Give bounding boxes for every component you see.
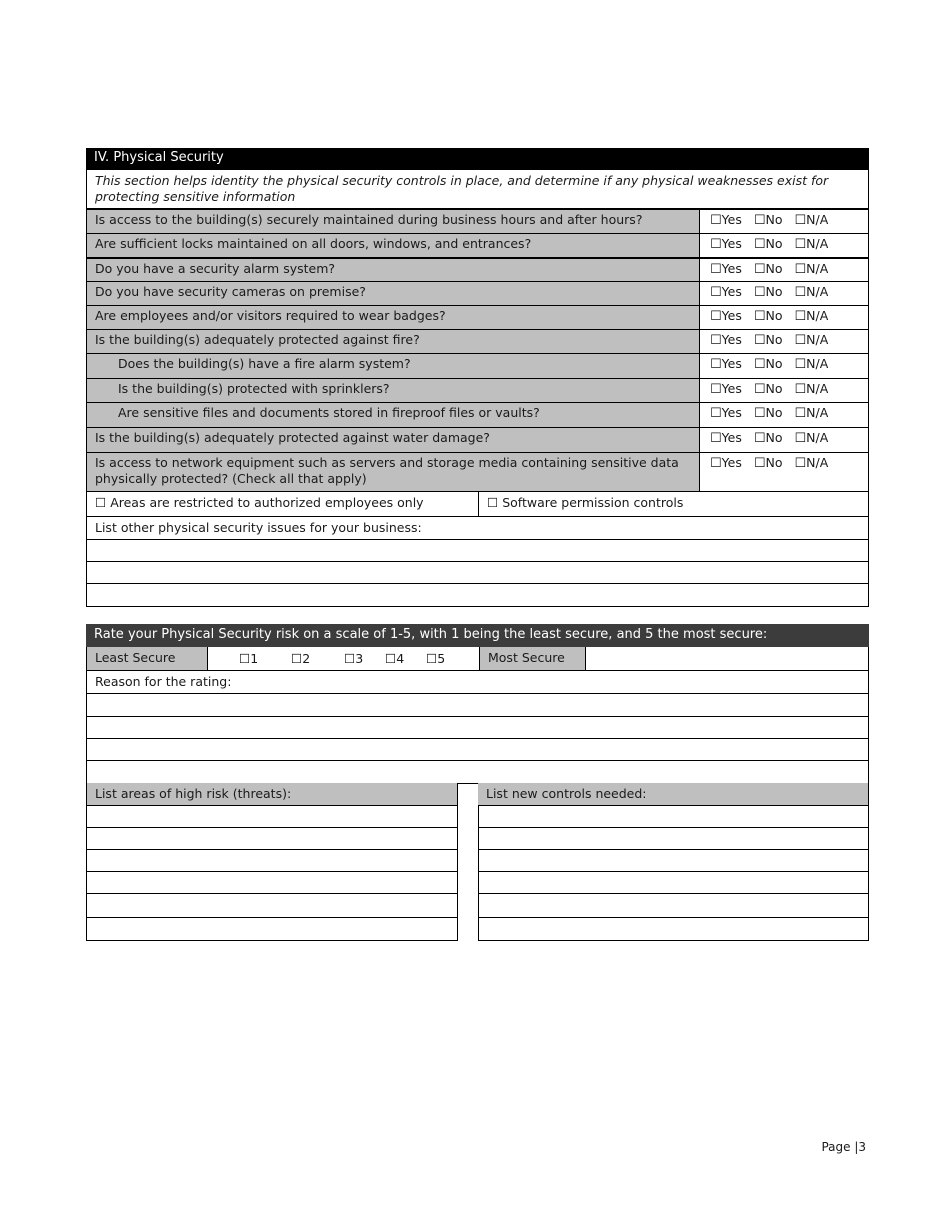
question-row [86,354,869,379]
checkbox-icon[interactable]: ☐ [710,213,722,228]
answer-label: Yes [721,356,742,371]
check-all-row [86,492,869,517]
question-text: Is access to network equipment such as servers and storage media containing sensitive data physically protected? (Check all that apply) [87,453,700,491]
question-row [86,234,869,258]
checkbox-icon[interactable]: ☐ [794,333,807,348]
checkbox-icon[interactable]: ☐ [753,382,766,397]
answer-label: Yes [721,430,742,445]
answer-options [700,379,868,402]
question-text: Is the building(s) adequately protected against fire? [87,330,700,353]
question-row [86,258,869,282]
answer-yes[interactable] [710,236,742,252]
checkbox-icon[interactable]: ☐ [710,431,722,446]
answer-na[interactable] [795,381,829,397]
checkbox-icon[interactable]: ☐ [753,237,766,252]
question-row [86,428,869,453]
answer-yes[interactable] [710,284,742,300]
question-row [86,209,869,234]
question-text: Is the building(s) adequately protected against water damage? [87,428,700,452]
answer-label: N/A [806,308,829,323]
answer-label: N/A [806,405,829,420]
checkbox-icon[interactable]: ☐ [753,333,766,348]
checkbox-icon[interactable]: ☐ [794,406,807,421]
reason-line[interactable] [86,694,869,717]
checkbox-icon[interactable]: ☐ [753,456,766,471]
answer-label: No [765,356,783,371]
checkbox-icon[interactable]: ☐ [710,333,722,348]
answer-no[interactable] [754,308,783,324]
answer-label: N/A [806,430,829,445]
answer-label: N/A [806,212,829,227]
checkbox-icon[interactable]: ☐ [344,651,356,666]
answer-na[interactable] [795,308,829,324]
restricted-areas-label: Areas are restricted to authorized employees only [110,495,424,510]
answer-label: No [765,212,783,227]
new-controls-line[interactable] [478,918,869,941]
answer-options [700,306,868,329]
answer-label: No [765,332,783,347]
answer-yes[interactable] [710,356,742,372]
checkbox-icon[interactable]: ☐ [794,382,807,397]
answer-yes[interactable] [710,308,742,324]
checkbox-icon[interactable]: ☐ [753,262,766,277]
answer-no[interactable] [754,284,783,300]
question-row [86,453,869,492]
checkbox-icon[interactable]: ☐ [239,651,251,666]
answer-options [700,428,868,452]
column-gap [457,783,479,941]
answer-label: Yes [721,212,742,227]
other-issues-line[interactable] [86,562,869,584]
answer-options [700,282,868,305]
checkbox-icon[interactable]: ☐ [710,237,722,252]
rating-option-2[interactable]: ☐2 [291,651,311,666]
answer-label: Yes [721,261,742,276]
rating-options [208,647,479,670]
question-row [86,379,869,403]
checkbox-icon[interactable]: ☐ [794,213,807,228]
high-risk-line[interactable] [86,872,458,894]
answer-label: N/A [806,236,829,251]
question-text: Are employees and/or visitors required to wear badges? [87,306,700,329]
software-permission-option[interactable] [479,492,868,516]
high-risk-line[interactable] [86,806,458,828]
answer-no[interactable] [754,236,783,252]
answer-no[interactable] [754,261,783,277]
answer-options [700,210,868,233]
checkbox-icon[interactable]: ☐ [794,237,807,252]
answer-yes[interactable] [710,381,742,397]
reason-label: Reason for the rating: [95,674,232,689]
answer-label: N/A [806,261,829,276]
checkbox-icon[interactable]: ☐ [753,357,766,372]
checkbox-icon[interactable]: ☐ [710,262,722,277]
checkbox-icon[interactable]: ☐ [710,406,722,421]
checkbox-icon[interactable]: ☐ [753,309,766,324]
question-text: Does the building(s) have a fire alarm system? [87,354,700,378]
answer-na[interactable] [795,356,829,372]
answer-yes[interactable] [710,261,742,277]
checkbox-icon[interactable]: ☐ [794,456,807,471]
answer-na[interactable] [795,405,829,421]
answer-label: N/A [806,455,829,470]
new-controls-line[interactable] [478,828,869,850]
question-row [86,330,869,354]
answer-na[interactable] [795,212,829,228]
reason-line[interactable] [86,717,869,739]
high-risk-line[interactable] [86,894,458,918]
checkbox-icon[interactable]: ☐ [753,431,766,446]
checkbox-icon[interactable]: ☐ [487,495,499,510]
answer-na[interactable] [795,261,829,277]
software-permission-label: Software permission controls [502,495,684,510]
answer-no[interactable] [754,430,783,446]
most-secure-label: Most Secure [479,647,586,670]
checkbox-icon[interactable]: ☐ [753,406,766,421]
reason-line[interactable] [86,739,869,761]
question-text: Are sensitive files and documents stored in fireproof files or vaults? [87,403,700,427]
answer-no[interactable] [754,455,783,471]
answer-na[interactable] [795,236,829,252]
answer-yes[interactable] [710,212,742,228]
checkbox-icon[interactable]: ☐ [753,285,766,300]
answer-no[interactable] [754,212,783,228]
checkbox-icon[interactable]: ☐ [794,309,807,324]
section-intro [86,170,869,209]
question-row [86,306,869,330]
checkbox-icon[interactable]: ☐ [95,495,107,510]
checkbox-icon[interactable]: ☐ [710,357,722,372]
checkbox-icon[interactable]: ☐ [794,285,807,300]
answer-label: No [765,308,783,323]
answer-label: No [765,261,783,276]
question-text: Is access to the building(s) securely maintained during business hours and after hours? [87,210,700,233]
answer-no[interactable] [754,356,783,372]
new-controls-line[interactable] [478,894,869,918]
answer-label: Yes [721,236,742,251]
other-issues-line[interactable] [86,584,869,607]
answer-label: Yes [721,308,742,323]
checkbox-icon[interactable]: ☐ [426,651,438,666]
high-risk-line[interactable] [86,918,458,941]
answer-yes[interactable] [710,430,742,446]
answer-label: Yes [721,405,742,420]
answer-options [700,453,868,491]
checkbox-icon[interactable]: ☐ [710,285,722,300]
answer-label: N/A [806,284,829,299]
question-text: Are sufficient locks maintained on all doors, windows, and entrances? [87,234,700,257]
answer-label: Yes [721,284,742,299]
answer-label: No [765,455,783,470]
answer-label: N/A [806,356,829,371]
new-controls-line[interactable] [478,872,869,894]
high-risk-label: List areas of high risk (threats): [86,783,458,806]
rating-option-3[interactable]: ☐3 [344,651,364,666]
checkbox-icon[interactable]: ☐ [794,357,807,372]
checkbox-icon[interactable]: ☐ [794,262,807,277]
checkbox-icon[interactable]: ☐ [710,309,722,324]
answer-na[interactable] [795,455,829,471]
checkbox-icon[interactable]: ☐ [385,651,397,666]
checkbox-icon[interactable]: ☐ [753,213,766,228]
page-number: Page |3 [821,1140,866,1154]
answer-label: No [765,381,783,396]
new-controls-line[interactable] [478,850,869,872]
answer-options [700,259,868,281]
high-risk-line[interactable] [86,850,458,872]
answer-label: No [765,430,783,445]
checkbox-icon[interactable]: ☐ [710,456,722,471]
answer-yes[interactable] [710,332,742,348]
answer-no[interactable] [754,405,783,421]
section-header [86,148,869,170]
other-issues-label-row [86,517,869,540]
answer-na[interactable] [795,284,829,300]
new-controls-label: List new controls needed: [478,783,869,806]
answer-na[interactable] [795,430,829,446]
answer-label: No [765,284,783,299]
rating-scale-row [86,647,869,671]
rating-option-1[interactable]: ☐1 [239,651,259,666]
answer-yes[interactable] [710,455,742,471]
rating-header [86,624,869,647]
answer-options [700,354,868,378]
question-text: Do you have security cameras on premise? [87,282,700,305]
answer-label: N/A [806,332,829,347]
answer-options [700,403,868,427]
intro-text: This section helps identity the physical security controls in place, and determine if any physical weaknesses exist for protecting sensitive information [95,173,829,204]
new-controls-line[interactable] [478,806,869,828]
question-row [86,403,869,428]
answer-label: No [765,236,783,251]
restricted-areas-option[interactable] [87,492,479,516]
other-issues-line[interactable] [86,540,869,562]
checkbox-icon[interactable]: ☐ [794,431,807,446]
answer-label: Yes [721,381,742,396]
question-text: Is the building(s) protected with sprinklers? [87,379,700,402]
answer-yes[interactable] [710,405,742,421]
answer-no[interactable] [754,332,783,348]
rating-option-4[interactable]: ☐4 [385,651,405,666]
question-text: Do you have a security alarm system? [87,259,700,281]
answer-no[interactable] [754,381,783,397]
reason-label-row [86,671,869,694]
high-risk-line[interactable] [86,828,458,850]
answer-label: No [765,405,783,420]
answer-label: Yes [721,455,742,470]
checkbox-icon[interactable]: ☐ [710,382,722,397]
checkbox-icon[interactable]: ☐ [291,651,303,666]
section-title: IV. Physical Security [94,150,224,165]
rating-header-text: Rate your Physical Security risk on a scale of 1-5, with 1 being the least secure, and 5 the most secure: [94,627,768,642]
rating-option-5[interactable]: ☐5 [426,651,446,666]
least-secure-label: Least Secure [87,647,208,670]
reason-line[interactable] [86,761,869,783]
question-row [86,282,869,306]
answer-options [700,330,868,353]
other-issues-label: List other physical security issues for your business: [95,520,422,535]
answer-label: Yes [721,332,742,347]
answer-na[interactable] [795,332,829,348]
answer-label: N/A [806,381,829,396]
answer-options [700,234,868,257]
